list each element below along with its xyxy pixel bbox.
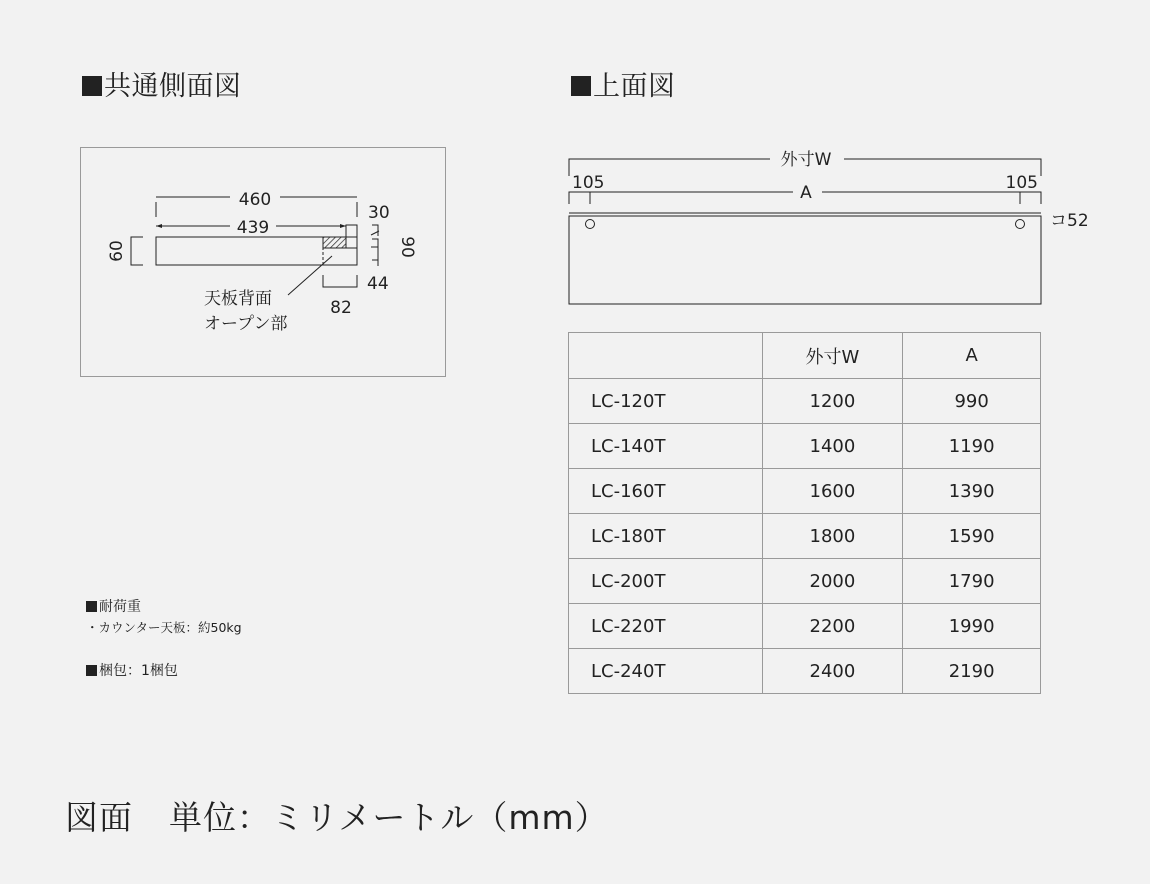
packing-note xyxy=(86,660,178,680)
a-cell: 1790 xyxy=(903,559,1041,604)
dim-90-label: 90 xyxy=(397,236,417,258)
w-cell: 1800 xyxy=(762,514,903,559)
callout-leader xyxy=(288,256,332,295)
inner-a-label: A xyxy=(800,183,812,203)
table-row xyxy=(569,514,1041,559)
top-view-heading xyxy=(571,73,676,100)
model-cell: LC-140T xyxy=(569,424,763,469)
packing-text: 梱包：1梱包 xyxy=(99,663,178,679)
dim-105-left-bracket xyxy=(569,192,590,204)
w-cell: 1400 xyxy=(762,424,903,469)
table-header-row xyxy=(569,333,1041,379)
dim-439-arrow-right xyxy=(340,224,346,228)
dim-105-right-bracket xyxy=(1020,192,1041,204)
dim-439-arrow-left xyxy=(156,224,162,228)
hole-left xyxy=(586,220,595,229)
w-cell: 1200 xyxy=(762,379,903,424)
model-cell: LC-220T xyxy=(569,604,763,649)
dim-30-label: 30 xyxy=(368,203,390,223)
table-row xyxy=(569,559,1041,604)
hole-right xyxy=(1016,220,1025,229)
a-cell: 1390 xyxy=(903,469,1041,514)
table-row xyxy=(569,379,1041,424)
model-cell: LC-200T xyxy=(569,559,763,604)
model-cell: LC-240T xyxy=(569,649,763,694)
depth-label: コ52 xyxy=(1050,211,1089,231)
side-view-heading xyxy=(82,73,242,100)
table-header-model xyxy=(569,333,763,379)
hatched-open-area xyxy=(323,237,346,248)
square-bullet-icon xyxy=(86,665,97,676)
dim-90-bracket-top xyxy=(372,239,378,247)
model-cell: LC-120T xyxy=(569,379,763,424)
dim-44-bracket xyxy=(371,247,378,266)
w-cell: 2000 xyxy=(762,559,903,604)
table-row xyxy=(569,424,1041,469)
w-cell: 2400 xyxy=(762,649,903,694)
a-cell: 2190 xyxy=(903,649,1041,694)
a-cell: 1590 xyxy=(903,514,1041,559)
dim-82-bracket xyxy=(323,275,357,287)
top-view-drawing xyxy=(560,140,1100,310)
square-bullet-icon xyxy=(571,76,591,96)
a-cell: 1990 xyxy=(903,604,1041,649)
dim-60-bracket xyxy=(131,237,143,265)
w-cell: 1600 xyxy=(762,469,903,514)
square-bullet-icon xyxy=(82,76,102,96)
model-cell: LC-180T xyxy=(569,514,763,559)
dim-90-bracket-bottom xyxy=(372,248,378,260)
side-view-drawing xyxy=(80,147,446,377)
outer-w-label: 外寸W xyxy=(780,150,832,170)
table-header-a: A xyxy=(903,333,1041,379)
w-cell: 2200 xyxy=(762,604,903,649)
right-offset-label: 105 xyxy=(1005,173,1038,193)
footer-caption xyxy=(65,792,609,839)
side-view-heading-text: 共通側面図 xyxy=(104,71,242,102)
dim-60-label: 60 xyxy=(107,240,127,262)
load-title xyxy=(86,596,141,616)
top-view-heading-text: 上面図 xyxy=(593,71,676,102)
table-row xyxy=(569,649,1041,694)
spec-table xyxy=(568,332,1041,694)
footer-unit: 単位：ミリメートル（mm） xyxy=(169,798,609,837)
callout-label-line2: オープン部 xyxy=(204,314,288,334)
callout-label-line1: 天板背面 xyxy=(204,289,272,309)
dim-460-label: 460 xyxy=(238,190,272,210)
table-row xyxy=(569,469,1041,514)
top-panel xyxy=(569,216,1041,304)
load-title-text: 耐荷重 xyxy=(99,599,141,615)
table-header-w: 外寸W xyxy=(762,333,903,379)
dim-44-label: 44 xyxy=(367,274,389,294)
dim-82-label: 82 xyxy=(330,298,352,318)
a-cell: 1190 xyxy=(903,424,1041,469)
footer-left: 図面 xyxy=(65,798,133,837)
load-item: ・カウンター天板：約50kg xyxy=(86,620,242,635)
square-bullet-icon xyxy=(86,601,97,612)
a-cell: 990 xyxy=(903,379,1041,424)
table-row xyxy=(569,604,1041,649)
left-offset-label: 105 xyxy=(572,173,605,193)
model-cell: LC-160T xyxy=(569,469,763,514)
dim-439-label: 439 xyxy=(236,218,270,238)
